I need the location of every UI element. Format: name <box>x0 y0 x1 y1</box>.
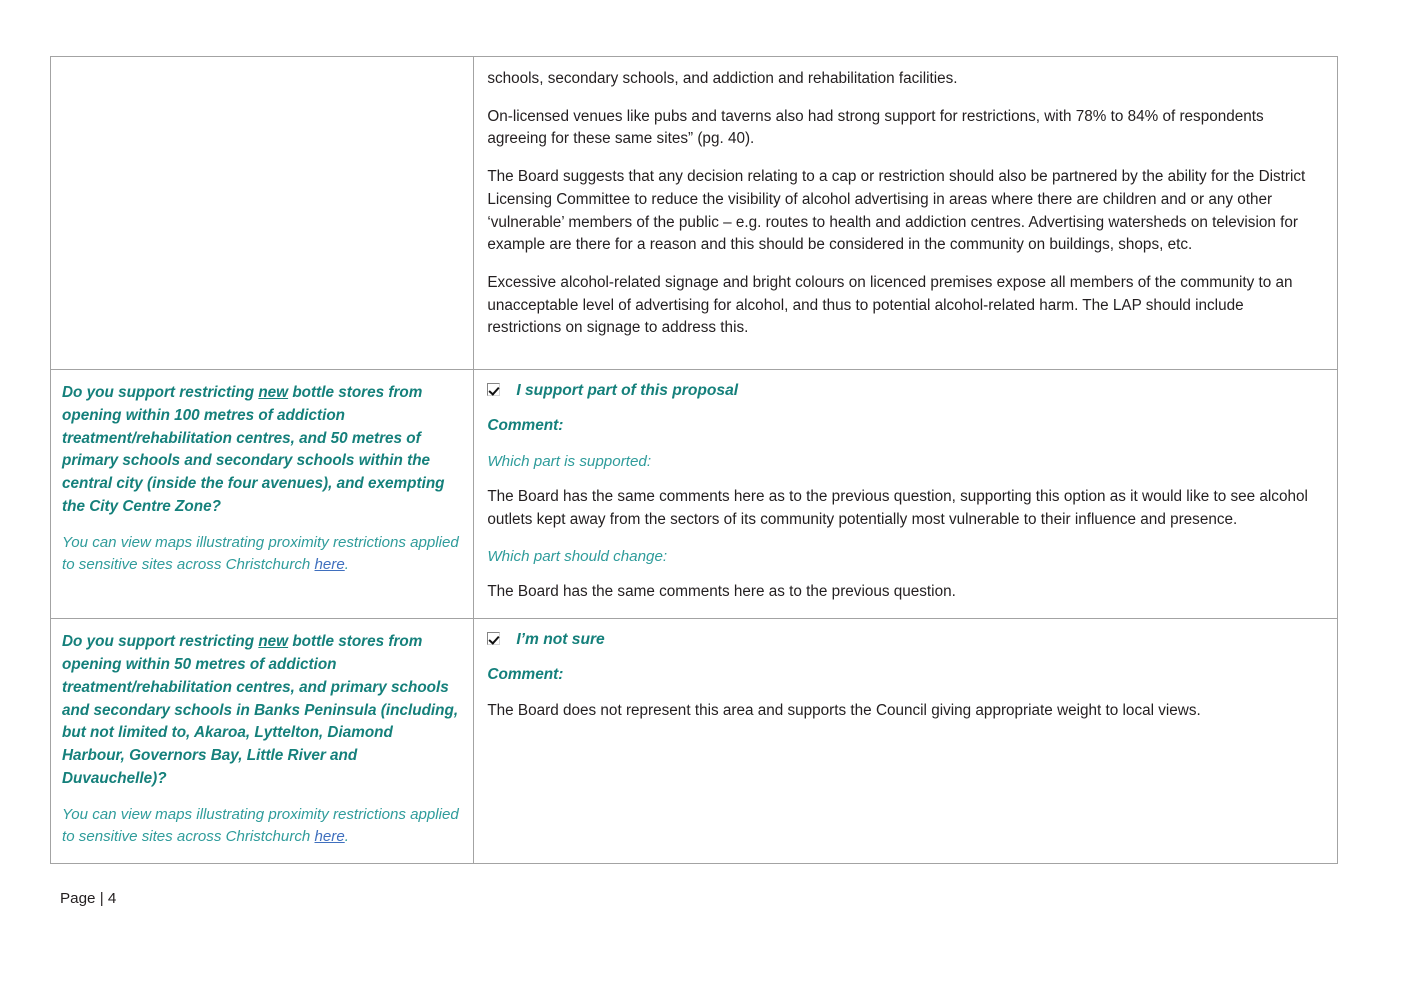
which-part-change-body: The Board has the same comments here as to the previous question. <box>487 583 956 601</box>
selected-option-label: I support part of this proposal <box>516 382 739 399</box>
question-note-text: You can view maps illustrating proximity restrictions applied to sensitive sites across Christchurch <box>62 805 459 846</box>
question-cell-empty <box>51 57 474 370</box>
maps-link[interactable]: here <box>314 556 345 574</box>
table-row <box>51 619 1338 864</box>
question-cell <box>51 370 474 619</box>
question-note-suffix: . <box>344 828 349 846</box>
table-row <box>51 57 1338 370</box>
question-emphasis-word: new <box>258 384 289 401</box>
question-emphasis-word: new <box>258 633 289 651</box>
question-text-part-2: bottle stores from opening within 100 metres of addiction treatment/rehabilitation centres, and 50 metres of primary schools and secondary schools within the central city (inside the four avenues), and exempting the City Centre Zone? <box>62 384 445 515</box>
checkbox-checked-icon[interactable] <box>487 383 500 396</box>
body-paragraph: The Board suggests that any decision relating to a cap or restriction should also be partnered by the ability for the District Licensing Committee to reduce the visibility of alcohol advertising in areas where there are children and or any other ‘vulnerable’ members of the public – e.g. routes to health and addiction centres. Advertising watersheds on television for example are there for a reason and this should be considered in the community on buildings, shops, etc. <box>487 168 1306 254</box>
answer-cell <box>474 370 1338 619</box>
question-text <box>62 382 459 519</box>
question-text <box>62 631 459 791</box>
comment-heading: Comment: <box>487 666 564 684</box>
question-text-part-2: bottle stores from opening within 50 metres of addiction treatment/rehabilitation centres, and primary schools and secondary schools in Banks Peninsula (including, but not limited to, Akaroa, Lyttelton, Diamond Harbour, Governors Bay, Little River and Duvauchelle)? <box>62 633 459 787</box>
selected-option-row[interactable] <box>487 381 1321 401</box>
submission-table <box>50 56 1338 864</box>
body-paragraph: On-licensed venues like pubs and taverns also had strong support for restrictions, with 78% to 84% of respondents agreeing for these same sites” (pg. 40). <box>487 107 1264 148</box>
comment-heading: Comment: <box>487 417 564 434</box>
selected-option-label: I’m not sure <box>516 631 605 649</box>
question-text-part-1: Do you support restricting <box>62 633 259 651</box>
question-note-suffix: . <box>344 556 349 574</box>
checkbox-checked-icon[interactable] <box>487 632 500 645</box>
table-row <box>51 370 1338 619</box>
comment-body: The Board does not represent this area and supports the Council giving appropriate weight to local views. <box>487 702 1201 720</box>
question-text-part-1: Do you support restricting <box>62 384 259 401</box>
question-cell <box>51 619 474 864</box>
which-part-supported-heading: Which part is supported: <box>487 453 652 470</box>
which-part-change-heading: Which part should change: <box>487 548 668 566</box>
question-note <box>62 804 459 849</box>
answer-cell-continuation <box>474 57 1338 370</box>
body-paragraph: schools, secondary schools, and addiction and rehabilitation facilities. <box>487 70 958 87</box>
maps-link[interactable]: here <box>314 828 345 846</box>
body-paragraph: Excessive alcohol-related signage and bright colours on licenced premises expose all members of the community to an unacceptable level of advertising for alcohol, and thus to potential alcohol-related harm. The LAP should include restrictions on signage to address this. <box>487 273 1293 337</box>
which-part-supported-body: The Board has the same comments here as to the previous question, supporting this option as it would like to see alcohol outlets kept away from the sectors of its community potentially most vulnerable to their influence and presence. <box>487 488 1308 528</box>
page-footer: Page | 4 <box>60 890 117 907</box>
answer-cell <box>474 619 1338 864</box>
question-note <box>62 532 459 577</box>
selected-option-row[interactable] <box>487 630 1321 650</box>
question-note-text: You can view maps illustrating proximity restrictions applied to sensitive sites across Christchurch <box>62 533 459 574</box>
